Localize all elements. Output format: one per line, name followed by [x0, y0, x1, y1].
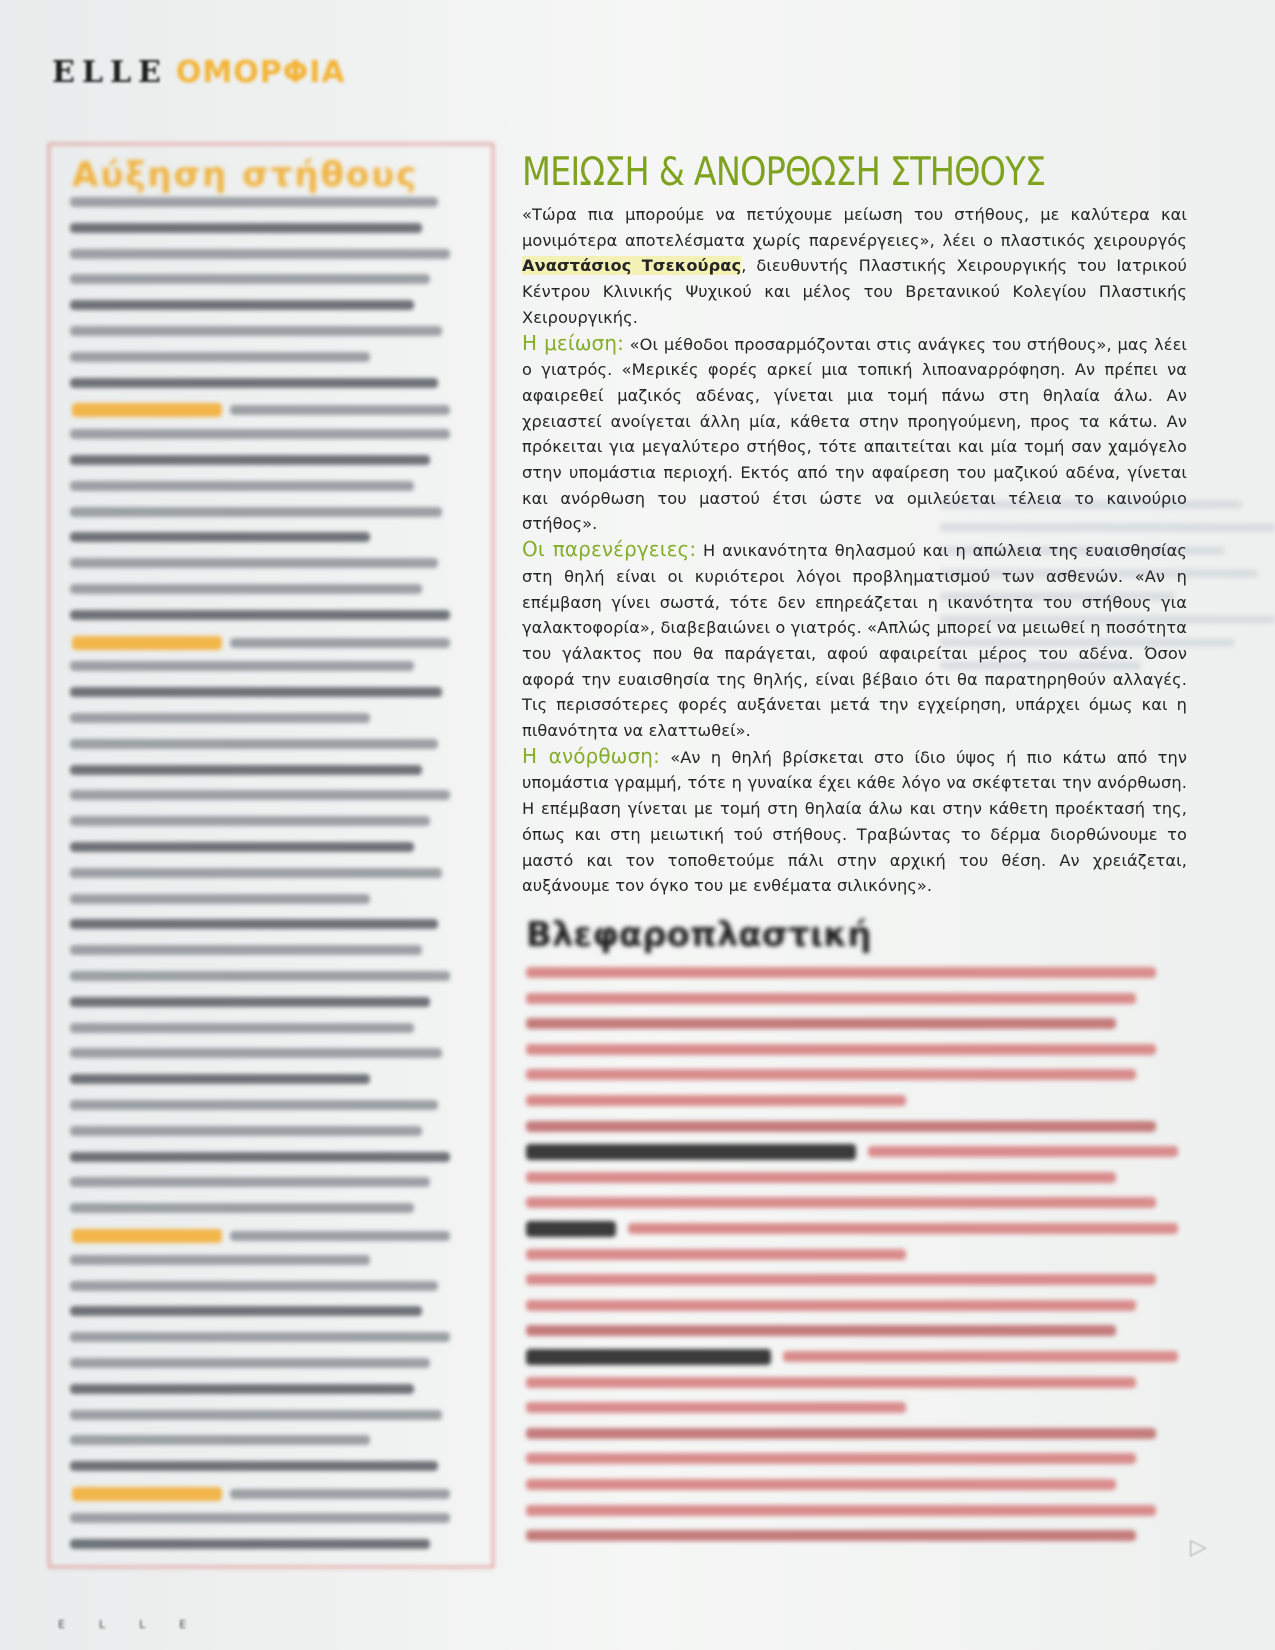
- sidebar-text-line: [70, 1177, 430, 1187]
- sidebar-text-line: [70, 507, 442, 517]
- lower-text-line: [526, 993, 1136, 1004]
- sidebar-text-line: [70, 945, 422, 955]
- lower-text-line: [526, 1197, 1156, 1208]
- sidebar-text-line: [70, 429, 450, 439]
- sidebar-text-line: [70, 455, 430, 465]
- sidebar-subheading: [72, 636, 222, 650]
- lower-text-line: [526, 1121, 1156, 1132]
- sidebar-text-line: [70, 739, 438, 749]
- lower-subheading: [526, 1221, 616, 1237]
- sidebar-text-line: [70, 326, 442, 336]
- sidebar-text-line: [70, 610, 450, 620]
- sidebar-text-line: [230, 638, 450, 648]
- sidebar-text-line: [70, 919, 438, 929]
- sidebar-text-line: [70, 713, 370, 723]
- sidebar-text-line: [70, 1461, 438, 1471]
- sidebar-text-line: [70, 868, 442, 878]
- lower-text-line: [526, 1453, 1136, 1464]
- page-folio: ELLE: [58, 1618, 221, 1631]
- sidebar-text-line: [70, 378, 438, 388]
- sidebar-text-line: [70, 765, 422, 775]
- lower-text-line: [526, 1402, 906, 1413]
- sidebar-text-line: [70, 971, 450, 981]
- sidebar-text-line: [70, 842, 414, 852]
- sidebar-text-line: [70, 1281, 438, 1291]
- sidebar-text-line: [70, 661, 414, 671]
- sidebar-text-line: [70, 1126, 422, 1136]
- intro-text: «Τώρα πια μπορούμε να πετύχουμε μείωση του στήθους, με καλύτερα και μονιμότερα αποτελέσματα χωρίς παρενέργειες», λέει ο πλαστικός χειρουργός: [522, 205, 1187, 250]
- lower-text-line: [526, 1479, 1116, 1490]
- article-intro: [522, 202, 1187, 331]
- sidebar-text-line: [70, 894, 370, 904]
- sidebar-text-line: [70, 532, 370, 542]
- sidebar-text-line: [70, 1203, 414, 1213]
- sidebar-subheading: [72, 1487, 222, 1501]
- section-reduction: [522, 331, 1187, 538]
- sidebar-text-line: [70, 997, 430, 1007]
- sidebar-text-line: [230, 1489, 450, 1499]
- lower-text-line: [526, 1300, 1136, 1311]
- lower-subheading: [526, 1349, 771, 1365]
- section-text: Η ανικανότητα θηλασμού και η απώλεια της ευαισθησίας στη θηλή είναι οι κυριότεροι λόγοι προβληματισμού των ασθενών. «Αν η επέμβαση γίνει σωστά, τότε δεν επηρεάζεται η ικανότητα του στήθους για γαλακτοφορία», διαβεβαιώνει ο γιατρός. «Απλώς μπορεί να μειωθεί η ποσότητα του γάλακτος που θα παράγεται, αφού αφαιρείται μέρος του αδένα. Όσον αφορά την ευαισθησία της θηλής, είναι βέβαιο ότι θα παρατηρηθούν αλλαγές. Τις περισσότερες φορές αυξάνεται μετά την εγχείρηση, υπάρχει όμως και η πιθανότητα να ελαττωθεί».: [522, 541, 1187, 741]
- intro-text-continued: , διευθυντής Πλαστικής Χειρουργικής του Ιατρικού Κέντρου Κλινικής Ψυχικού και μέλος του Βρετανικού Κολεγίου Πλαστικής Χειρουργικής.: [522, 256, 1187, 327]
- lower-text-line: [526, 1325, 1116, 1336]
- sidebar-text-line: [230, 405, 450, 415]
- sidebar-text-line: [70, 687, 442, 697]
- lower-text-line: [526, 967, 1156, 978]
- magazine-logo: ELLE: [52, 54, 168, 90]
- lower-text-line: [526, 1095, 906, 1106]
- sidebar-title: Αύξηση στήθους: [72, 155, 419, 195]
- sidebar-text-line: [70, 1306, 422, 1316]
- lower-text-line: [526, 1249, 906, 1260]
- sidebar-text-line: [70, 1539, 430, 1549]
- article-headline: ΜΕΙΩΣΗ & ΑΝΟΡΘΩΣΗ ΣΤΗΘΟΥΣ: [522, 150, 1046, 195]
- sidebar-text-line: [70, 352, 370, 362]
- sidebar-subheading: [72, 1229, 222, 1243]
- sidebar-text-line: [70, 1332, 450, 1342]
- lower-subheading: [526, 1144, 856, 1160]
- sidebar-text-line: [70, 1435, 370, 1445]
- section-heading: Οι παρενέργειες:: [522, 537, 697, 562]
- sidebar-text-line: [70, 300, 414, 310]
- sidebar-subheading: [72, 403, 222, 417]
- lower-block-title: Βλεφαροπλαστική: [526, 915, 872, 955]
- sidebar-text-line: [70, 1384, 414, 1394]
- section-side-effects: [522, 537, 1187, 744]
- lower-text-line: [628, 1223, 1178, 1234]
- lower-text-line: [783, 1351, 1178, 1362]
- section-heading: Η μείωση:: [522, 330, 624, 355]
- sidebar-text-line: [70, 1255, 370, 1265]
- section-title: ΟΜΟΡΦΙΑ: [175, 54, 346, 90]
- lower-text-line: [526, 1377, 1136, 1388]
- sidebar-text-line: [70, 1513, 450, 1523]
- surgeon-name: Αναστάσιος Τσεκούρας: [522, 256, 742, 276]
- sidebar-text-line: [70, 1152, 450, 1162]
- lower-text-line: [526, 1069, 1136, 1080]
- section-text: «Αν η θηλή βρίσκεται στο ίδιο ύψος ή πιο κάτω από την υπομάστια γραμμή, τότε η γυναίκα έχει κάθε λόγο να σκέφτεται την ανόρθωση. Η επέμβαση γίνεται με τομή στη θηλαία άλω και στην κάθετη προέκτασή της, όπως και στη μειωτική τού στήθους. Τραβώντας το δέρμα διορθώνουμε το μαστό και τον τοποθετούμε πάλι στην αρχική του θέση. Αν χρειάζεται, αυξάνουμε τον όγκο του με ενθέματα σιλικόνης».: [522, 747, 1187, 896]
- lower-text-line: [526, 1018, 1116, 1029]
- masthead: [52, 52, 346, 92]
- lower-text-line: [526, 1274, 1156, 1285]
- section-heading: Η ανόρθωση:: [522, 743, 660, 768]
- lower-text-line: [526, 1428, 1156, 1439]
- lower-article-block: [526, 915, 1191, 1555]
- sidebar-box: [48, 143, 494, 1568]
- article: [522, 150, 1187, 899]
- sidebar-text-line: [70, 197, 438, 207]
- sidebar-text-line: [70, 790, 450, 800]
- sidebar-text-line: [70, 1358, 430, 1368]
- lower-text-line: [868, 1146, 1178, 1157]
- sidebar-text-line: [230, 1231, 450, 1241]
- sidebar-text-line: [70, 1100, 438, 1110]
- sidebar-text-line: [70, 249, 450, 259]
- sidebar-text-line: [70, 1048, 442, 1058]
- sidebar-text-line: [70, 1410, 442, 1420]
- lower-text-line: [526, 1044, 1156, 1055]
- sidebar-text-line: [70, 1074, 370, 1084]
- sidebar-text-line: [70, 584, 422, 594]
- sidebar-text-line: [70, 481, 414, 491]
- sidebar-text-line: [70, 558, 438, 568]
- sidebar-text-line: [70, 816, 430, 826]
- sidebar-text-line: [70, 223, 422, 233]
- section-text: «Οι μέθοδοι προσαρμόζονται στις ανάγκες του στήθους», μας λέει ο γιατρός. «Μερικές φορές αρκεί μια τοπική λιποαναρρόφηση. Αν πρέπει να αφαιρεθεί μαζικός αδένας, γίνεται μια τομή πάνω στη θηλαία άλω. Αν χρειαστεί ανοίγεται άλλη μία, κάθετα στην προηγούμενη, προς τα κάτω. Αν πρόκειται για μεγαλύτερο στήθος, τότε απαιτείται και μία τομή σαν χαμόγελο στην υπομάστια περιοχή. Εκτός από την αφαίρεση του μαζικού αδένα, γίνεται και ανόρθωση του μαστού έτσι ώστε να ομιλεύεται τέλεια το καινούριο στήθος».: [522, 334, 1188, 534]
- sidebar-text-line: [70, 274, 430, 284]
- lower-text-line: [526, 1530, 1136, 1541]
- continue-arrow-icon: ▷: [1190, 1535, 1207, 1560]
- lower-text-line: [526, 1172, 1116, 1183]
- sidebar-text-line: [70, 1023, 414, 1033]
- section-lift: [522, 744, 1187, 899]
- lower-text-line: [526, 1505, 1156, 1516]
